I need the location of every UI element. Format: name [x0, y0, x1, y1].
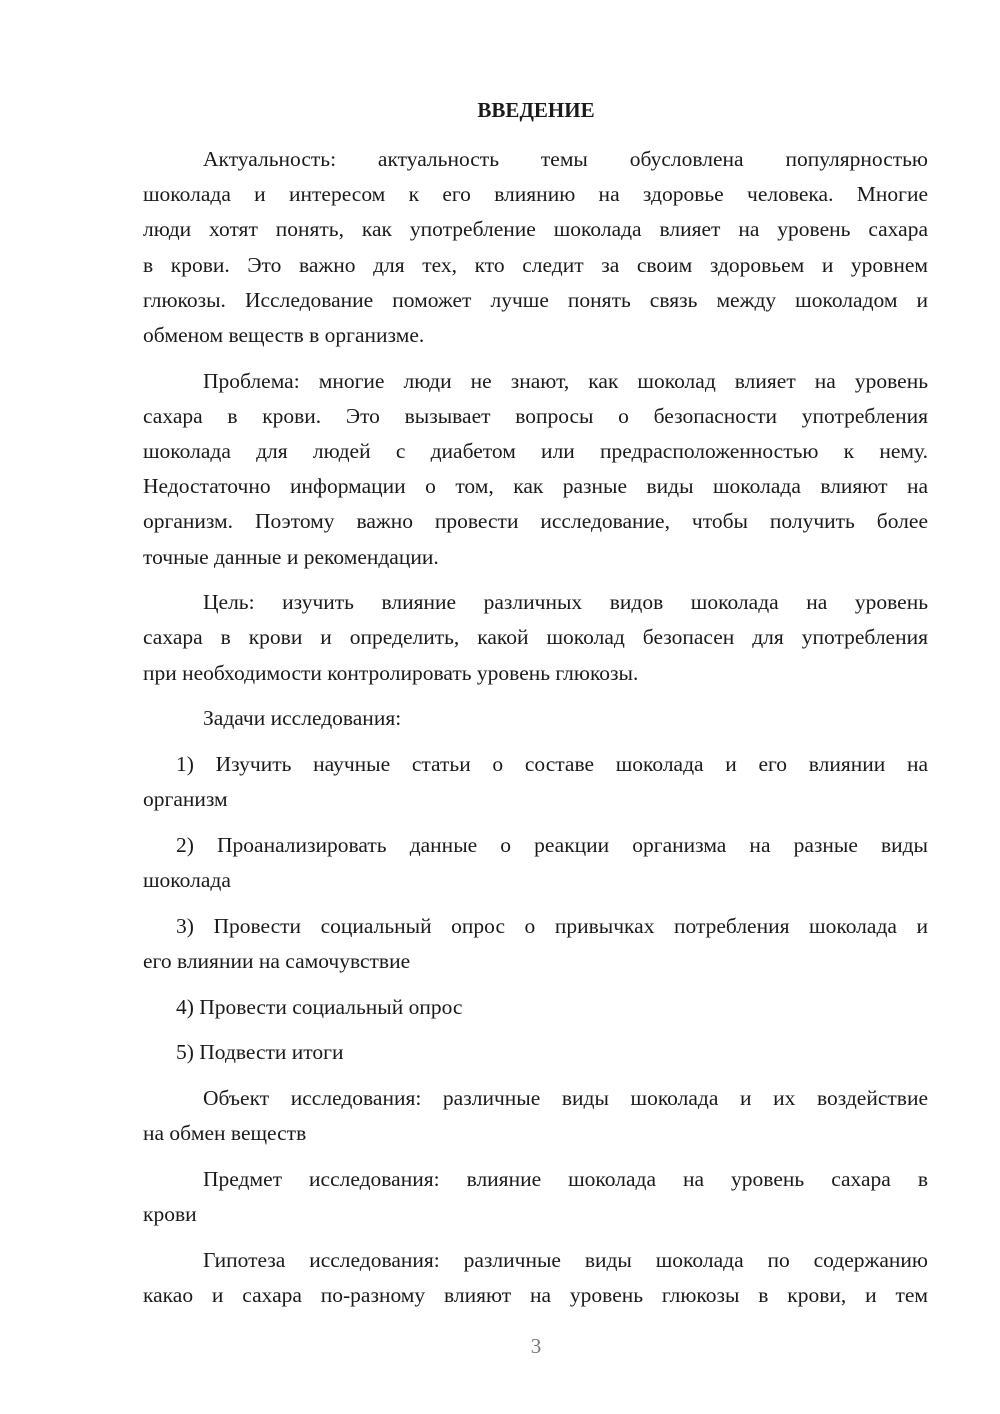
text-line: шоколада [143, 868, 231, 893]
document-body [143, 142, 928, 1324]
text-line: люди хотят понять, как употребление шоколада влияет на уровень сахара [143, 217, 928, 242]
task-list-item [143, 828, 928, 898]
paragraph [143, 1162, 928, 1232]
text-line: его влиянии на самочувствие [143, 948, 411, 973]
text-line: крови [143, 1202, 197, 1227]
text-line: организм. Поэтому важно провести исследование, чтобы получить более [143, 509, 928, 534]
text-line: шоколада и интересом к его влиянию на здоровье человека. Многие [143, 182, 928, 207]
text-line: сахара в крови и определить, какой шоколад безопасен для употребления [143, 625, 928, 650]
task-list-item [143, 747, 928, 817]
text-line: Задачи исследования: [203, 706, 402, 731]
text-line: Цель: изучить влияние различных видов шоколада на уровень [203, 590, 928, 615]
paragraph [143, 1081, 928, 1151]
text-line: сахара в крови. Это вызывает вопросы о безопасности употребления [143, 403, 928, 428]
text-line: 2) Проанализировать данные о реакции организма на разные виды [176, 832, 928, 857]
paragraph [143, 142, 928, 353]
text-line: точные данные и рекомендации. [143, 544, 439, 569]
text-line: на обмен веществ [143, 1121, 307, 1146]
text-line: Проблема: многие люди не знают, как шоколад влияет на уровень [203, 368, 928, 393]
paragraph [143, 1243, 928, 1313]
text-line: шоколада для людей с диабетом или предрасположенностью к нему. [143, 439, 928, 463]
text-line: глюкозы. Исследование поможет лучше понять связь между шоколадом и [143, 287, 928, 312]
page-number: 3 [530, 1334, 542, 1358]
text-line: обменом веществ в организме. [143, 322, 425, 347]
text-line: Недостаточно информации о том, как разные виды шоколада влияют на [143, 474, 928, 499]
text-line: Объект исследования: различные виды шоколада и их воздействие [203, 1086, 928, 1110]
task-list-item [143, 990, 928, 1025]
section-title: ВВЕДЕНИЕ [477, 98, 595, 122]
text-line: 4) Провести социальный опрос [176, 994, 463, 1019]
text-line: 1) Изучить научные статьи о составе шоколада и его влиянии на [176, 752, 928, 776]
paragraph [143, 364, 928, 575]
text-line: Гипотеза исследования: различные виды шоколада по содержанию [203, 1247, 928, 1272]
text-line: Предмет исследования: влияние шоколада на уровень сахара в [203, 1166, 928, 1191]
task-list-item [143, 909, 928, 979]
text-line: в крови. Это важно для тех, кто следит за своим здоровьем и уровнем [143, 252, 928, 277]
paragraph [143, 585, 928, 691]
text-line: 5) Подвести итоги [176, 1040, 344, 1065]
text-line: организм [143, 787, 228, 812]
text-line: 3) Провести социальный опрос о привычках потребления шоколада и [176, 913, 928, 938]
text-line: при необходимости контролировать уровень глюкозы. [143, 660, 639, 685]
paragraph [143, 701, 928, 736]
text-line: какао и сахара по-разному влияют на уровень глюкозы в крови, и тем [143, 1282, 928, 1307]
text-line: Актуальность: актуальность темы обусловлена популярностью [203, 147, 928, 171]
task-list-item [143, 1035, 928, 1070]
